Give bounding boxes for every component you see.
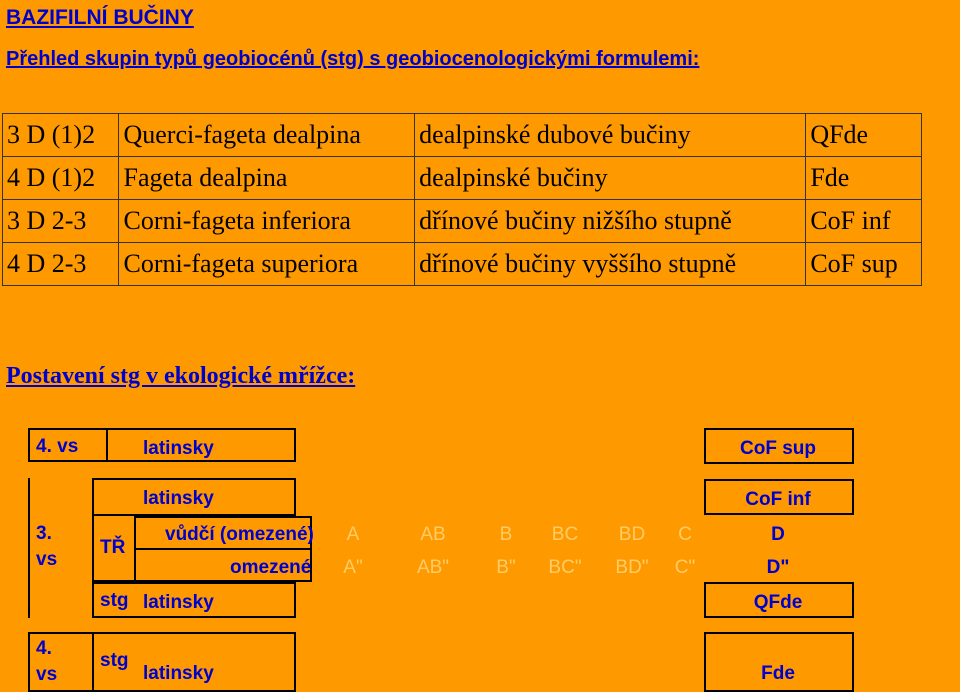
stg-row xyxy=(3,114,922,157)
grid-col-main: B xyxy=(499,524,513,545)
grid-col-omezene: B" xyxy=(496,557,516,578)
stg-cell-formula: 3 D (1)2 xyxy=(3,114,119,157)
stg-cell-code: QFde xyxy=(806,114,922,157)
stg-cell-czech: dealpinské bučiny xyxy=(415,157,806,200)
grid-col-main: C xyxy=(678,524,692,545)
stg-cell-formula: 4 D (1)2 xyxy=(3,157,119,200)
stg-row xyxy=(3,243,922,286)
vs3-left-line xyxy=(28,478,30,618)
stg-cell-code: CoF inf xyxy=(806,200,922,243)
stg-cell-formula: 3 D 2-3 xyxy=(3,200,119,243)
page-subtitle: Přehled skupin typů geobiocénů (stg) s geobiocenologickými formulemi: xyxy=(6,48,700,70)
latinsky-label-3: latinsky xyxy=(143,592,214,613)
grid-col-omezene: BC" xyxy=(548,557,582,578)
grid-col-main: BC xyxy=(551,524,579,545)
stg-cell-latin: Corni-fageta superiora xyxy=(119,243,415,286)
grid-col-omezene: A" xyxy=(343,557,363,578)
grid-col-main: D xyxy=(771,524,785,545)
grid-heading: Postavení stg v ekologické mřížce: xyxy=(6,363,356,389)
stg-cell-code: Fde xyxy=(806,157,922,200)
stg-cell-latin: Fageta dealpina xyxy=(119,157,415,200)
grid-col-main: A xyxy=(346,524,360,545)
vs4-top-label: 4. vs xyxy=(36,436,79,457)
stg-cell-latin: Querci-fageta dealpina xyxy=(119,114,415,157)
stg-cell-czech: dřínové bučiny vyššího stupně xyxy=(415,243,806,286)
stg-cell-latin: Corni-fageta inferiora xyxy=(119,200,415,243)
stg-label-4: stg xyxy=(100,650,129,671)
grid-col-omezene: D" xyxy=(766,557,790,578)
grid-col-main: AB xyxy=(420,524,446,545)
tr-label: TŘ xyxy=(100,537,126,558)
grid-col-main: BD xyxy=(618,524,646,545)
vs4-bottom-label: 4. vs xyxy=(36,638,58,685)
omezene-label: omezené xyxy=(230,557,312,578)
fde-code: Fde xyxy=(761,663,795,684)
grid-col-omezene: C" xyxy=(674,557,696,578)
vudci-top-line xyxy=(134,516,312,518)
grid-col-omezene: AB" xyxy=(416,557,450,578)
stg-label-3: stg xyxy=(100,590,129,611)
vs3-label: 3. vs xyxy=(36,523,58,570)
stg-row xyxy=(3,200,922,243)
qfde-code: QFde xyxy=(753,592,803,613)
latinsky-label-4: latinsky xyxy=(143,663,214,684)
stg-cell-czech: dealpinské dubové bučiny xyxy=(415,114,806,157)
stg-row xyxy=(3,157,922,200)
grid-col-omezene: BD" xyxy=(615,557,649,578)
stg-cell-formula: 4 D 2-3 xyxy=(3,243,119,286)
latinsky-label-1: latinsky xyxy=(143,438,214,459)
vudci-mid-line xyxy=(134,548,312,550)
page-title: BAZIFILNÍ BUČINY xyxy=(6,6,194,29)
stg-cell-czech: dřínové bučiny nižšího stupně xyxy=(415,200,806,243)
cof-sup-code: CoF sup xyxy=(740,438,816,459)
stg-table xyxy=(2,113,922,286)
cof-inf-code: CoF inf xyxy=(745,489,811,510)
stg-cell-code: CoF sup xyxy=(806,243,922,286)
vudci-label: vůdčí (omezené) xyxy=(165,524,314,545)
latinsky-label-2: latinsky xyxy=(143,488,214,509)
